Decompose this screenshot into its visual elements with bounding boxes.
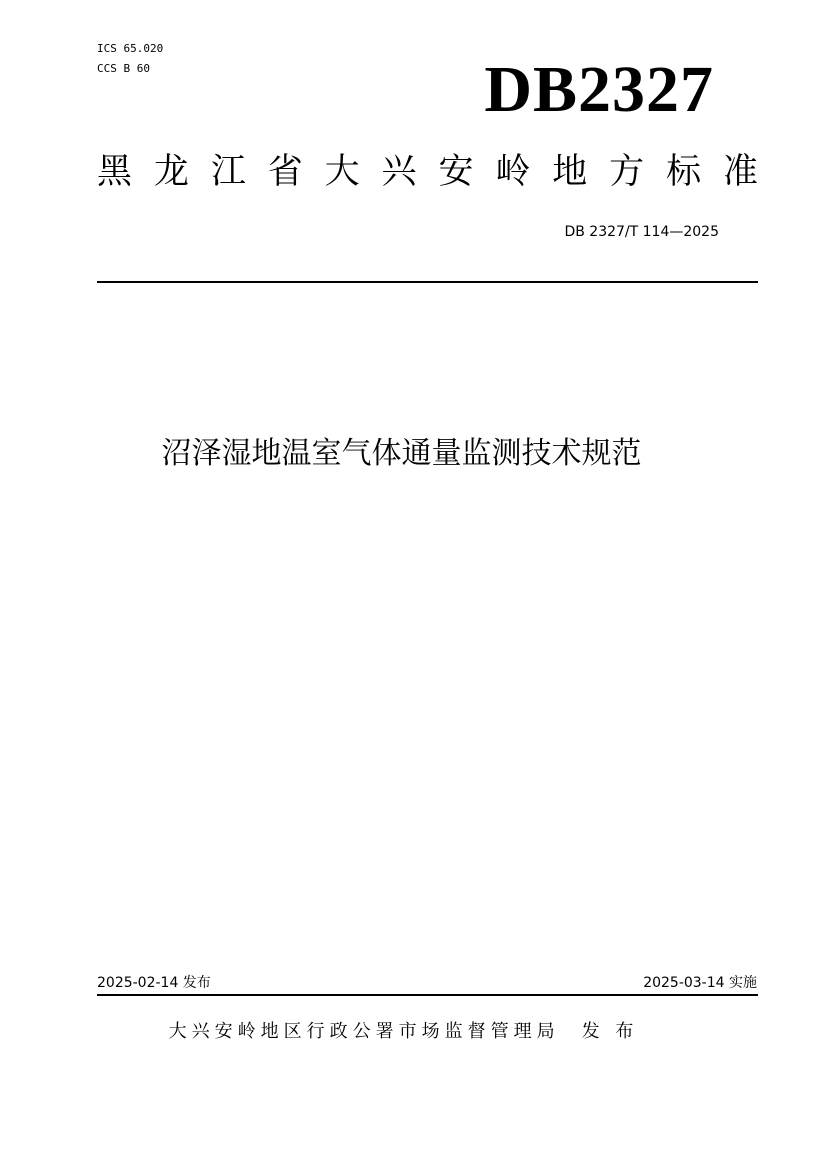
ccs-code: CCS B 60 [97,62,150,75]
org-char: 龙 [153,152,189,192]
org-char: 省 [267,152,303,192]
issuer-line [0,1020,815,1044]
header-divider [97,281,758,283]
release-date: 2025-02-14 发布 [97,975,211,991]
org-char: 江 [210,152,246,192]
org-char: 大 [324,152,360,192]
org-char: 兴 [381,152,417,192]
footer-divider [97,994,758,996]
document-title: 沼泽湿地温室气体通量监测技术规范 [161,436,642,471]
standard-code-large: DB2327 [484,53,714,126]
org-char: 标 [666,152,702,192]
ics-code: ICS 65.020 [97,42,164,55]
org-char: 安 [438,152,474,192]
issuer-name: 大兴安岭地区行政公署市场监督管理局 [168,1021,560,1042]
issuer-action: 发 布 [581,1021,639,1042]
org-char: 准 [722,152,758,192]
organization-standard-title [97,150,758,194]
implementation-date: 2025-03-14 实施 [643,975,757,991]
org-char: 岭 [495,152,531,192]
org-char: 方 [609,152,645,192]
standard-number: DB 2327/T 114—2025 [564,224,719,240]
org-char: 地 [552,152,588,192]
org-char: 黑 [97,152,133,192]
